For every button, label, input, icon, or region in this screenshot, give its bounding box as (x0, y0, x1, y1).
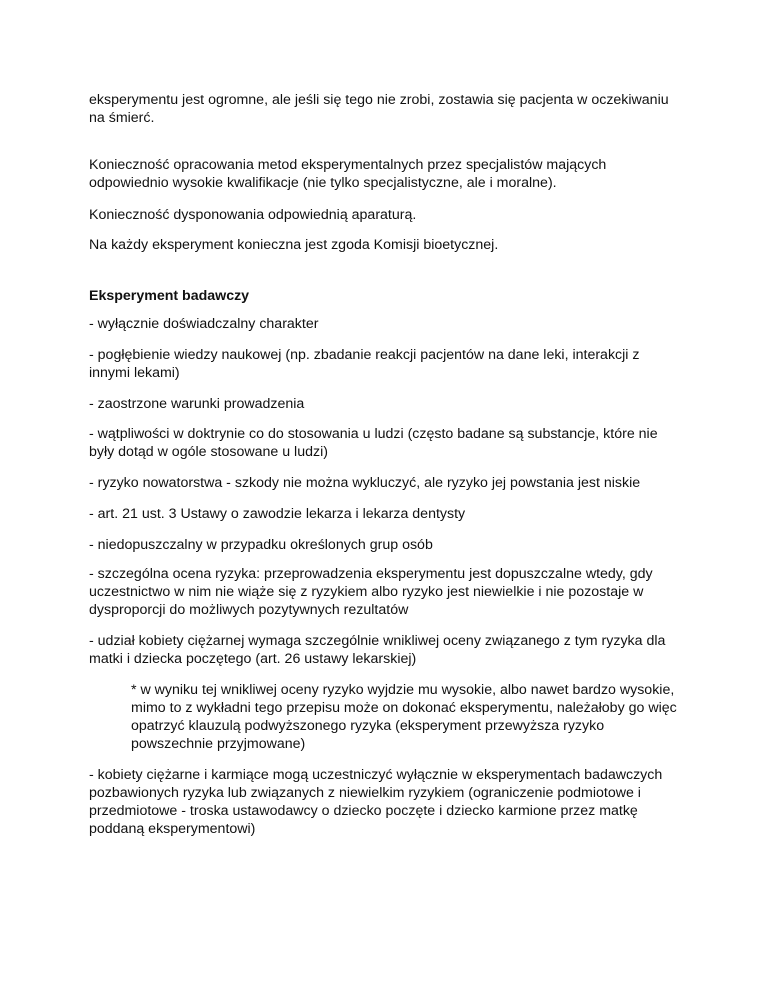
list-item: - pogłębienie wiedzy naukowej (np. zbadanie reakcji pacjentów na dane leki, interakcji z innymi lekami) (89, 347, 640, 381)
paragraph: Na każdy eksperyment konieczna jest zgoda Komisji bioetycznej. (89, 237, 499, 253)
list-item: - zaostrzone warunki prowadzenia (89, 396, 305, 412)
list-item: - wyłącznie doświadczalny charakter (89, 316, 319, 332)
list-item: - niedopuszczalny w przypadku określonych grup osób (89, 537, 433, 553)
paragraph: eksperymentu jest ogromne, ale jeśli się tego nie zrobi, zostawia się pacjenta w oczekiwaniu na śmierć. (89, 92, 669, 126)
paragraph: Konieczność dysponowania odpowiednią aparaturą. (89, 207, 417, 223)
paragraph: Konieczność opracowania metod eksperymentalnych przez specjalistów mających odpowiednio wysokie kwalifikacje (nie tylko specjalistyczne, ale i moralne). (89, 157, 607, 191)
list-item: - szczególna ocena ryzyka: przeprowadzenia eksperymentu jest dopuszczalne wtedy, gdy uczestnictwo w nim nie wiąże się z ryzykiem albo ryzyko jest niewielkie i nie pozostaje w dysproporcji do możliwych pozytywnych rezultatów (89, 566, 653, 618)
list-item: - art. 21 ust. 3 Ustawy o zawodzie lekarza i lekarza dentysty (89, 506, 466, 522)
list-item: - wątpliwości w doktrynie co do stosowania u ludzi (często badane są substancje, które nie były dotąd w ogóle stosowane u ludzi) (89, 426, 658, 460)
list-item: - kobiety ciężarne i karmiące mogą uczestniczyć wyłącznie w eksperymentach badawczych pozbawionych ryzyka lub związanych z niewielkim ryzykiem (ograniczenie podmiotowe i przedmiotowe - troska ustawodawcy o dziecko poczęte i dziecko karmione przez matkę poddaną eksperymentowi) (89, 767, 663, 837)
list-item: - udział kobiety ciężarnej wymaga szczególnie wnikliwej oceny związanego z tym ryzyka dla matki i dziecka poczętego (art. 26 ustawy lekarskiej) (89, 633, 666, 667)
note-item: * w wyniku tej wnikliwej oceny ryzyko wyjdzie mu wysokie, albo nawet bardzo wysokie, mimo to z wykładni tego przepisu może on dokonać eksperymentu, należałoby go więc opatrzyć klauzulą podwyższonego ryzyka (eksperyment przewyższa ryzyko powszechnie przyjmowane) (131, 682, 677, 752)
section-heading: Eksperyment badawczy (89, 288, 250, 304)
list-item: - ryzyko nowatorstwa - szkody nie można wykluczyć, ale ryzyko jej powstania jest niskie (89, 475, 641, 491)
